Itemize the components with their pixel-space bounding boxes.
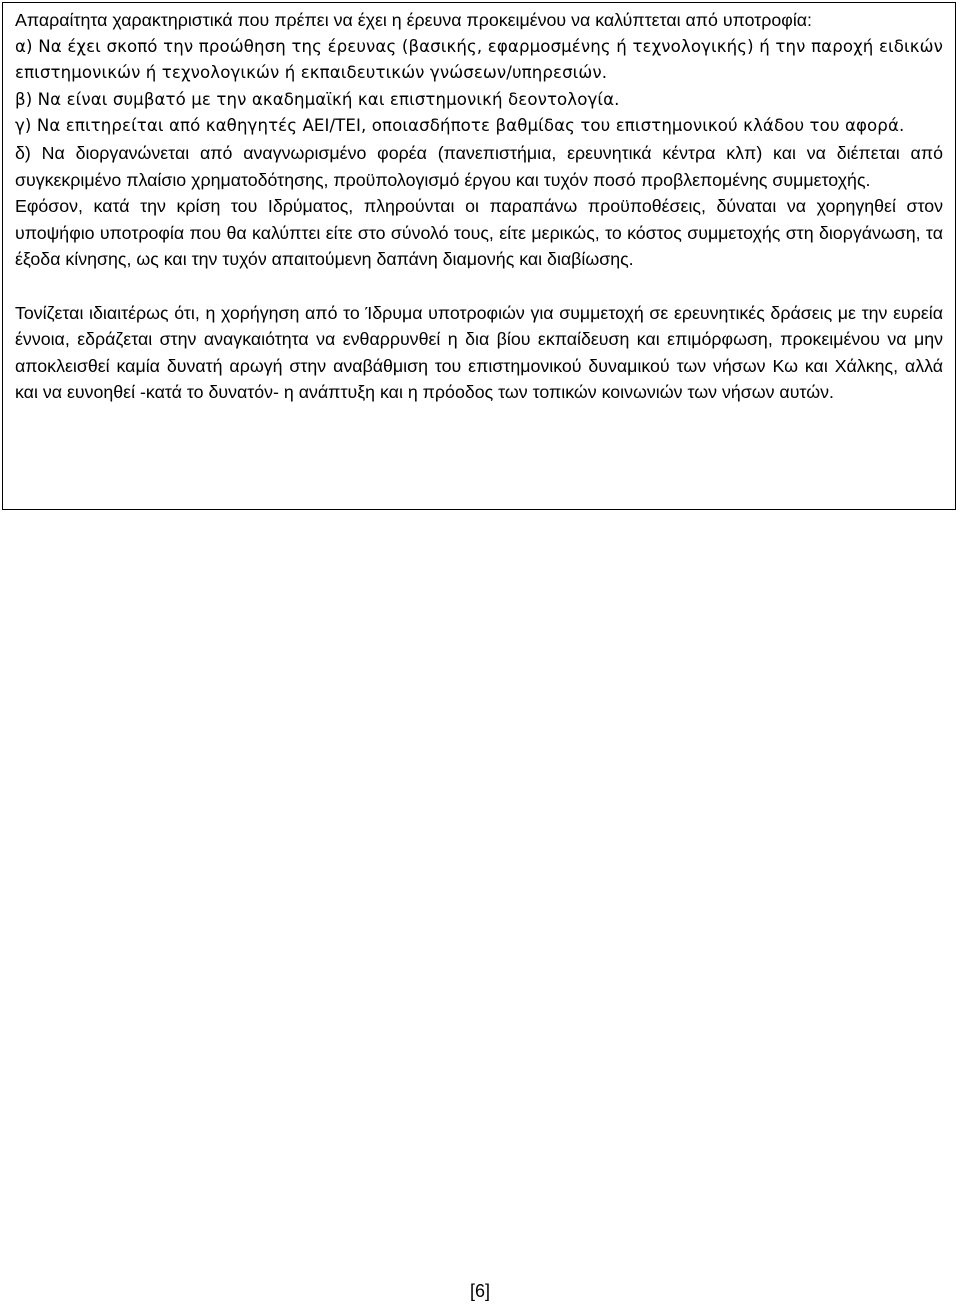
paragraph-gap (15, 273, 943, 300)
criterion-a: α) Να έχει σκοπό την προώθηση της έρευνας (βασικής, εφαρμοσμένης ή τεχνολογικής) ή την παροχή ειδικών επιστημονικών ή τεχνολογικών ή εκπαιδευτικών γνώσεων/υπηρεσιών. (15, 36, 943, 83)
emphasis-paragraph: Τονίζεται ιδιαιτέρως ότι, η χορήγηση από το Ίδρυμα υποτροφιών για συμμετοχή σε ερευνητικές δράσεις με την ευρεία έννοια, εδράζεται στην αναγκαιότητα να ενθαρρυνθεί η δια βίου εκπαίδευση και επιμόρφωση, προκειμένου να μην αποκλεισθεί καμία δυνατή αρωγή στην αναβάθμιση του επιστημονικού δυναμικού των νήσων Κω και Χάλκης, αλλά και να ευνοηθεί -κατά το δυνατόν- η ανάπτυξη και η πρόοδος των τοπικών κοινωνιών των νήσων αυτών. (15, 302, 943, 403)
criterion-b: β) Να είναι συμβατό με την ακαδημαϊκή και επιστημονική δεοντολογία. (15, 89, 620, 109)
funding-paragraph: Εφόσον, κατά την κρίση του Ιδρύματος, πληρούνται οι παραπάνω προϋποθέσεις, δύναται να χορηγηθεί στον υποψήφιο υποτροφία που θα καλύπτει είτε στο σύνολό τους, είτε μερικώς, το κόστος συμμετοχής στη διοργάνωση, τα έξοδα κίνησης, ως και την τυχόν απαιτούμενη δαπάνη διαμονής και διαβίωσης. (15, 196, 943, 270)
intro-line: Απαραίτητα χαρακτηριστικά που πρέπει να έχει η έρευνα προκειμένου να καλύπτεται από υποτροφία: (15, 10, 812, 30)
page-number: [6] (469, 1281, 490, 1301)
criterion-c: γ) Να επιτηρείται από καθηγητές ΑΕΙ/ΤΕΙ, οποιασδήποτε βαθμίδας του επιστημονικού κλάδου του αφορά. (15, 116, 905, 136)
criterion-d: δ) Να διοργανώνεται από αναγνωρισμένο φορέα (πανεπιστήμια, ερευνητικά κέντρα κλπ) και να διέπεται από συγκεκριμένο πλαίσιο χρηματοδότησης, προϋπολογισμό έργου και τυχόν ποσό προβλεπομένης συμμετοχής. (15, 142, 943, 190)
bordered-text-box (2, 2, 956, 510)
